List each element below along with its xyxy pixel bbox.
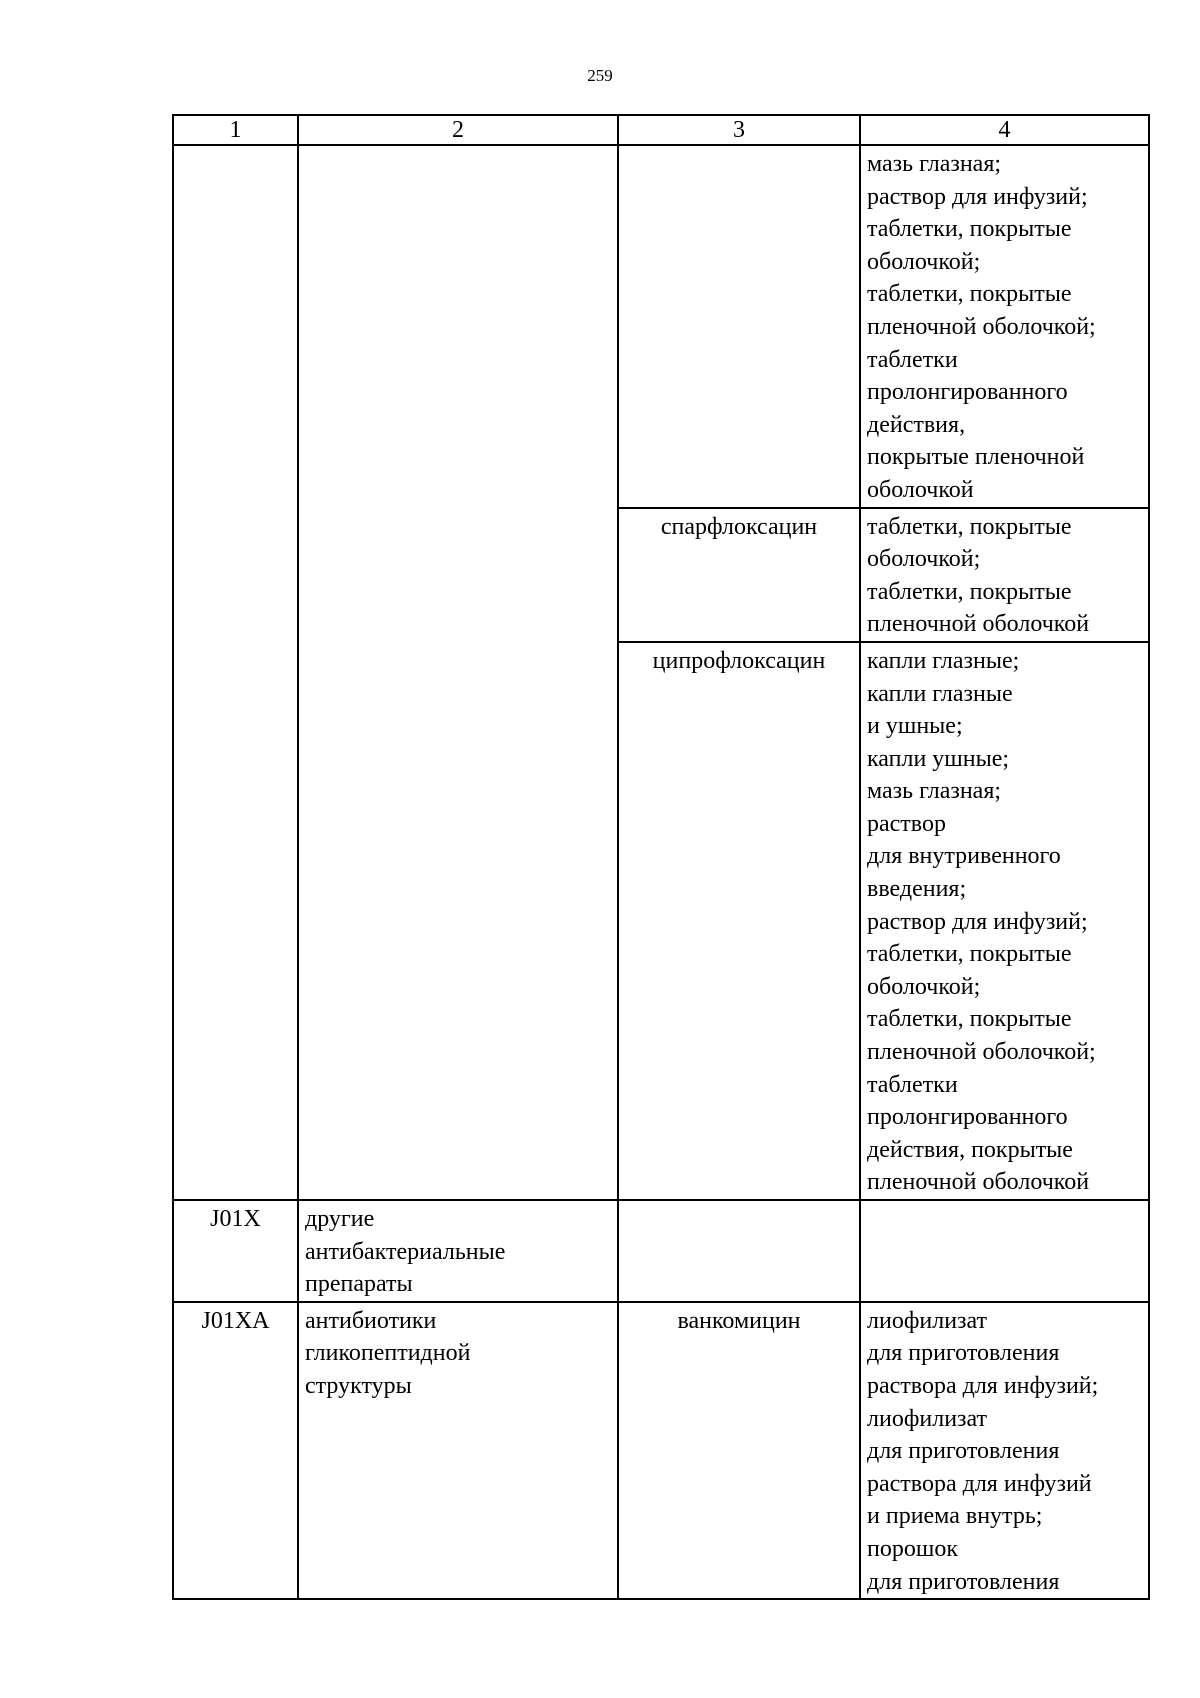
drug-cell: ванкомицин [618,1302,860,1599]
drug-cell [618,1200,860,1302]
table-header-row [173,115,1149,145]
table-row [173,1302,1149,1599]
dosage-form-cell: капли глазные; капли глазные и ушные; капли ушные; мазь глазная; раствор для внутривенного введения; раствор для инфузий; таблетки, покрытые оболочкой; таблетки, покрытые пленочной оболочкой; таблетки пролонгированного действия, покрытые пленочной оболочкой [860,642,1149,1200]
dosage-form-cell: таблетки, покрытые оболочкой; таблетки, покрытые пленочной оболочкой [860,508,1149,642]
dosage-form-cell: мазь глазная; раствор для инфузий; таблетки, покрытые оболочкой; таблетки, покрытые пленочной оболочкой; таблетки пролонгированного действия, покрытые пленочной оболочкой [860,145,1149,508]
drug-cell: спарфлоксацин [618,508,860,642]
code-cell: J01X [173,1200,298,1302]
code-cell: J01XA [173,1302,298,1599]
table-row [173,1200,1149,1302]
header-cell-3: 3 [618,115,860,145]
group-cell: другие антибактериальные препараты [298,1200,618,1302]
dosage-form-cell: лиофилизат для приготовления раствора для инфузий; лиофилизат для приготовления раствора для инфузий и приема внутрь; порошок для приготовления [860,1302,1149,1599]
code-cell [173,145,298,1200]
page-number: 259 [587,66,613,85]
group-cell: антибиотики гликопептидной структуры [298,1302,618,1599]
drug-cell [618,145,860,508]
group-cell [298,145,618,1200]
drug-table [172,114,1150,1600]
header-cell-2: 2 [298,115,618,145]
header-cell-4: 4 [860,115,1149,145]
table-row [173,145,1149,508]
header-cell-1: 1 [173,115,298,145]
drug-cell: ципрофлоксацин [618,642,860,1200]
dosage-form-cell [860,1200,1149,1302]
